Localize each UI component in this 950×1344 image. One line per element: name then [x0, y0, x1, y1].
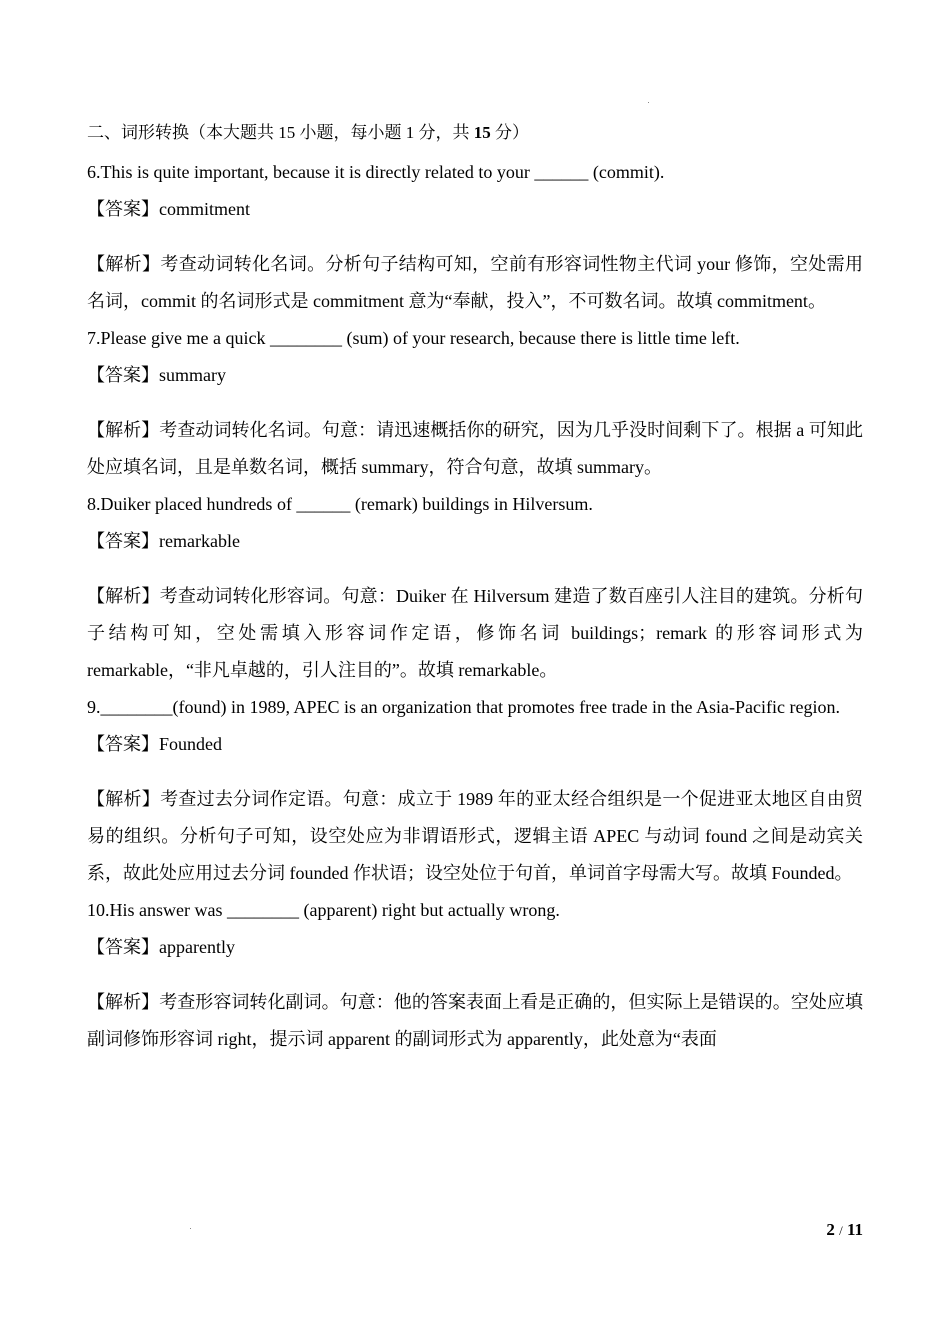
question-text: 6.This is quite important, because it is directly related to your ______ (commit).	[87, 162, 665, 182]
answer-text: 【答案】apparently	[87, 937, 235, 957]
analysis-text: 【解析】考查形容词转化副词。句意：他的答案表面上看是正确的，但实际上是错误的。空处应填副词修饰形容词 right，提示词 apparent 的副词形式为 apparently，此处意为“表面	[87, 992, 863, 1049]
answer-text: 【答案】summary	[87, 365, 226, 385]
analysis-text: 【解析】考查动词转化名词。分析句子结构可知，空前有形容词性物主代词 your 修饰，空处需用名词，commit 的名词形式是 commitment 意为“奉献，投入”，不可数名词。故填 commitment。	[87, 254, 863, 311]
page-number	[826, 1220, 863, 1240]
section-title-score: 15	[473, 123, 491, 142]
page-current: 2	[826, 1220, 835, 1239]
page-separator: /	[839, 1223, 843, 1238]
page-content	[87, 118, 863, 1058]
section-title-suffix: 分）	[490, 123, 529, 142]
page-total: 11	[846, 1220, 863, 1239]
question-text: 9.________(found) in 1989, APEC is an organization that promotes free trade in the Asia-Pacific region.	[87, 697, 841, 717]
question-text: 10.His answer was ________ (apparent) right but actually wrong.	[87, 900, 560, 920]
analysis-text: 【解析】考查过去分词作定语。句意：成立于 1989 年的亚太经合组织是一个促进亚太地区自由贸易的组织。分析句子可知，设空处应为非谓语形式，逻辑主语 APEC 与动词 found 之间是动宾关系，故此处应用过去分词 founded 作状语；设空处位于句首，单词首字母需大写。故填 Founded。	[87, 789, 863, 883]
question-text: 8.Duiker placed hundreds of ______ (remark) buildings in Hilversum.	[87, 494, 593, 514]
answer-text: 【答案】commitment	[87, 199, 250, 219]
section-title-prefix: 二、词形转换（本大题共 15 小题，每小题 1 分，共	[87, 123, 474, 142]
question-text: 7.Please give me a quick ________ (sum) of your research, because there is little time left.	[87, 328, 740, 348]
section-title	[87, 118, 863, 148]
analysis-text: 【解析】考查动词转化形容词。句意：Duiker 在 Hilversum 建造了数百座引人注目的建筑。分析句子结构可知，空处需填入形容词作定语，修饰名词 buildings；remark 的形容词形式为 remarkable，“非凡卓越的，引人注目的”。故填 remarkable。	[87, 586, 863, 680]
answer-text: 【答案】Founded	[87, 734, 222, 754]
analysis-text: 【解析】考查动词转化名词。句意：请迅速概括你的研究，因为几乎没时间剩下了。根据 a 可知此处应填名词，且是单数名词，概括 summary，符合句意，故填 summary。	[87, 420, 863, 477]
scan-dot	[648, 102, 649, 103]
answer-text: 【答案】remarkable	[87, 531, 240, 551]
scan-dot	[190, 1228, 191, 1229]
